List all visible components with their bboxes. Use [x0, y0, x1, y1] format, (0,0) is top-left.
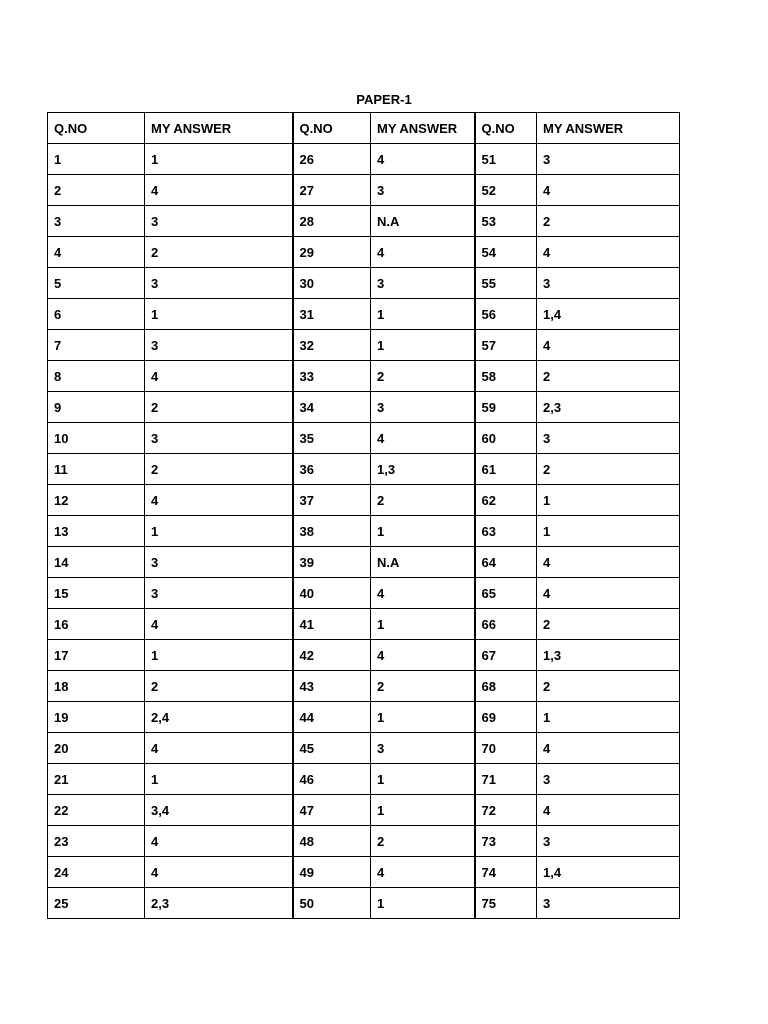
question-number-cell: 58: [475, 361, 537, 392]
question-number-cell: 24: [48, 857, 145, 888]
answer-value-cell: 1,3: [371, 454, 475, 485]
question-number-cell: 69: [475, 702, 537, 733]
question-number-cell: 17: [48, 640, 145, 671]
answer-value-cell: 3: [145, 330, 293, 361]
answer-value-cell: 2: [145, 392, 293, 423]
answer-value-cell: 3: [371, 733, 475, 764]
answer-value-cell: 1,3: [537, 640, 680, 671]
answer-value-cell: 2: [537, 361, 680, 392]
table-row: [48, 423, 680, 454]
question-number-cell: 40: [293, 578, 371, 609]
question-number-cell: 13: [48, 516, 145, 547]
table-row: [48, 175, 680, 206]
question-number-cell: 36: [293, 454, 371, 485]
table-row: [48, 702, 680, 733]
question-number-cell: 73: [475, 826, 537, 857]
question-number-cell: 59: [475, 392, 537, 423]
answer-value-cell: 1: [371, 888, 475, 919]
question-number-cell: 72: [475, 795, 537, 826]
question-number-cell: 53: [475, 206, 537, 237]
question-number-cell: 41: [293, 609, 371, 640]
question-number-cell: 46: [293, 764, 371, 795]
table-row: [48, 733, 680, 764]
question-number-cell: 30: [293, 268, 371, 299]
question-number-cell: 21: [48, 764, 145, 795]
question-number-cell: 4: [48, 237, 145, 268]
table-row: [48, 330, 680, 361]
answer-value-cell: 4: [145, 733, 293, 764]
question-number-cell: 23: [48, 826, 145, 857]
answer-value-cell: 3: [145, 547, 293, 578]
answer-value-cell: 1: [145, 764, 293, 795]
question-number-cell: 48: [293, 826, 371, 857]
answer-value-cell: 4: [145, 361, 293, 392]
answer-value-cell: 3: [537, 888, 680, 919]
question-number-cell: 51: [475, 144, 537, 175]
answer-value-cell: 3: [145, 206, 293, 237]
question-number-cell: 70: [475, 733, 537, 764]
question-number-cell: 33: [293, 361, 371, 392]
question-number-cell: 64: [475, 547, 537, 578]
page-title: PAPER-1: [356, 92, 412, 107]
question-number-cell: 67: [475, 640, 537, 671]
table-row: [48, 826, 680, 857]
table-row: [48, 516, 680, 547]
answer-value-cell: 4: [537, 175, 680, 206]
question-number-cell: 2: [48, 175, 145, 206]
question-number-cell: 49: [293, 857, 371, 888]
question-number-cell: 22: [48, 795, 145, 826]
question-number-cell: 43: [293, 671, 371, 702]
question-number-cell: 47: [293, 795, 371, 826]
question-number-cell: 9: [48, 392, 145, 423]
answer-value-cell: 4: [371, 578, 475, 609]
answer-value-cell: 1: [145, 144, 293, 175]
answer-value-cell: 1: [371, 299, 475, 330]
table-row: [48, 857, 680, 888]
answer-value-cell: 4: [145, 857, 293, 888]
answer-value-cell: 1: [371, 702, 475, 733]
table-row: [48, 640, 680, 671]
table-row: [48, 237, 680, 268]
table-row: [48, 671, 680, 702]
answer-value-cell: 3: [145, 578, 293, 609]
question-number-cell: 57: [475, 330, 537, 361]
question-number-cell: 7: [48, 330, 145, 361]
question-number-cell: 62: [475, 485, 537, 516]
header-my-answer: MY ANSWER: [537, 113, 680, 144]
answer-value-cell: 3: [371, 175, 475, 206]
question-number-cell: 1: [48, 144, 145, 175]
table-body: [48, 144, 680, 919]
question-number-cell: 74: [475, 857, 537, 888]
question-number-cell: 38: [293, 516, 371, 547]
question-number-cell: 68: [475, 671, 537, 702]
answer-value-cell: 3: [537, 826, 680, 857]
answer-value-cell: 4: [537, 733, 680, 764]
answer-value-cell: 4: [145, 485, 293, 516]
answer-value-cell: 4: [145, 175, 293, 206]
answer-value-cell: 3: [371, 392, 475, 423]
answer-value-cell: 4: [145, 826, 293, 857]
answer-value-cell: 2: [145, 671, 293, 702]
question-number-cell: 45: [293, 733, 371, 764]
question-number-cell: 11: [48, 454, 145, 485]
answer-value-cell: 3: [371, 268, 475, 299]
answer-value-cell: 1: [145, 299, 293, 330]
answer-value-cell: 1: [371, 795, 475, 826]
answer-value-cell: 1: [145, 516, 293, 547]
answer-value-cell: 4: [537, 237, 680, 268]
question-number-cell: 65: [475, 578, 537, 609]
question-number-cell: 20: [48, 733, 145, 764]
question-number-cell: 44: [293, 702, 371, 733]
question-number-cell: 55: [475, 268, 537, 299]
answer-value-cell: 4: [371, 144, 475, 175]
table-row: [48, 888, 680, 919]
question-number-cell: 50: [293, 888, 371, 919]
answer-value-cell: 3: [537, 423, 680, 454]
table-row: [48, 299, 680, 330]
question-number-cell: 35: [293, 423, 371, 454]
answer-value-cell: 1,4: [537, 857, 680, 888]
answer-value-cell: 4: [371, 423, 475, 454]
question-number-cell: 10: [48, 423, 145, 454]
table-row: [48, 268, 680, 299]
answer-value-cell: 1: [371, 609, 475, 640]
answer-value-cell: 1: [371, 516, 475, 547]
answer-value-cell: 1: [537, 485, 680, 516]
header-my-answer: MY ANSWER: [371, 113, 475, 144]
question-number-cell: 61: [475, 454, 537, 485]
question-number-cell: 66: [475, 609, 537, 640]
question-number-cell: 29: [293, 237, 371, 268]
question-number-cell: 28: [293, 206, 371, 237]
answer-value-cell: 2,3: [537, 392, 680, 423]
question-number-cell: 5: [48, 268, 145, 299]
question-number-cell: 31: [293, 299, 371, 330]
table-row: [48, 578, 680, 609]
question-number-cell: 14: [48, 547, 145, 578]
question-number-cell: 34: [293, 392, 371, 423]
question-number-cell: 42: [293, 640, 371, 671]
answer-value-cell: 4: [537, 578, 680, 609]
question-number-cell: 3: [48, 206, 145, 237]
question-number-cell: 75: [475, 888, 537, 919]
header-qno: Q.NO: [475, 113, 537, 144]
answer-value-cell: N.A: [371, 206, 475, 237]
answer-value-cell: 1: [145, 640, 293, 671]
question-number-cell: 60: [475, 423, 537, 454]
answer-value-cell: 1: [537, 516, 680, 547]
table-row: [48, 547, 680, 578]
question-number-cell: 56: [475, 299, 537, 330]
answer-value-cell: 1: [537, 702, 680, 733]
question-number-cell: 12: [48, 485, 145, 516]
answer-value-cell: 4: [371, 857, 475, 888]
table-row: [48, 361, 680, 392]
question-number-cell: 26: [293, 144, 371, 175]
answer-value-cell: 1: [371, 330, 475, 361]
answer-value-cell: 4: [371, 640, 475, 671]
table-row: [48, 485, 680, 516]
answer-value-cell: 4: [371, 237, 475, 268]
answer-value-cell: 2: [371, 361, 475, 392]
answer-value-cell: 3,4: [145, 795, 293, 826]
table-row: [48, 454, 680, 485]
table-row: [48, 609, 680, 640]
answer-value-cell: 2: [145, 454, 293, 485]
answer-value-cell: 2: [371, 671, 475, 702]
answer-value-cell: 2: [537, 671, 680, 702]
answer-value-cell: 2: [371, 485, 475, 516]
answer-value-cell: 2,3: [145, 888, 293, 919]
question-number-cell: 8: [48, 361, 145, 392]
answer-value-cell: 2,4: [145, 702, 293, 733]
question-number-cell: 52: [475, 175, 537, 206]
answer-value-cell: N.A: [371, 547, 475, 578]
answer-table: [47, 112, 680, 919]
answer-value-cell: 2: [537, 206, 680, 237]
question-number-cell: 32: [293, 330, 371, 361]
answer-value-cell: 3: [537, 764, 680, 795]
answer-value-cell: 2: [371, 826, 475, 857]
table-row: [48, 764, 680, 795]
answer-value-cell: 2: [537, 454, 680, 485]
question-number-cell: 18: [48, 671, 145, 702]
header-qno: Q.NO: [293, 113, 371, 144]
answer-value-cell: 4: [537, 547, 680, 578]
question-number-cell: 39: [293, 547, 371, 578]
question-number-cell: 63: [475, 516, 537, 547]
answer-value-cell: 3: [145, 423, 293, 454]
table-row: [48, 144, 680, 175]
question-number-cell: 37: [293, 485, 371, 516]
table-row: [48, 392, 680, 423]
header-my-answer: MY ANSWER: [145, 113, 293, 144]
question-number-cell: 71: [475, 764, 537, 795]
answer-value-cell: 3: [145, 268, 293, 299]
table-header-row: [48, 113, 680, 144]
header-qno: Q.NO: [48, 113, 145, 144]
question-number-cell: 16: [48, 609, 145, 640]
answer-value-cell: 4: [537, 330, 680, 361]
table-row: [48, 206, 680, 237]
answer-value-cell: 2: [537, 609, 680, 640]
question-number-cell: 19: [48, 702, 145, 733]
answer-value-cell: 1: [371, 764, 475, 795]
answer-value-cell: 4: [145, 609, 293, 640]
question-number-cell: 6: [48, 299, 145, 330]
question-number-cell: 27: [293, 175, 371, 206]
table-row: [48, 795, 680, 826]
answer-value-cell: 3: [537, 268, 680, 299]
answer-value-cell: 4: [537, 795, 680, 826]
answer-value-cell: 3: [537, 144, 680, 175]
question-number-cell: 54: [475, 237, 537, 268]
question-number-cell: 15: [48, 578, 145, 609]
answer-value-cell: 1,4: [537, 299, 680, 330]
answer-value-cell: 2: [145, 237, 293, 268]
question-number-cell: 25: [48, 888, 145, 919]
